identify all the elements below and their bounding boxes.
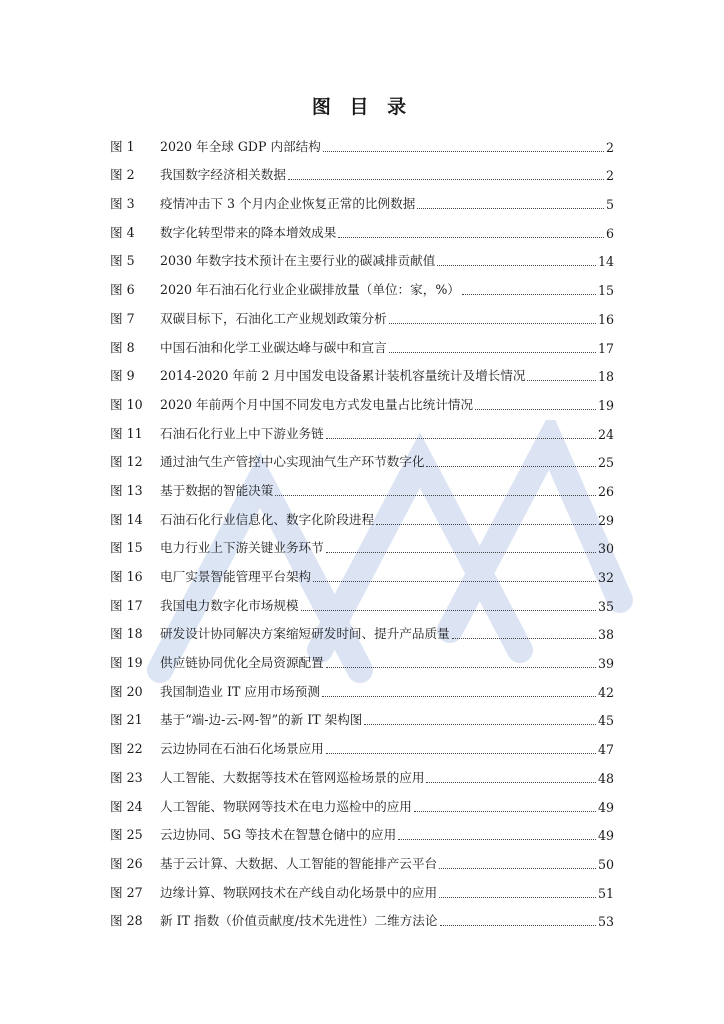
- toc-entry[interactable]: [110, 642, 614, 671]
- figure-title: 2020 年全球 GDP 内部结构: [160, 138, 321, 154]
- figure-number: 图 3: [110, 196, 135, 212]
- figure-number: 图 18: [110, 626, 143, 642]
- page-number: 6: [605, 225, 614, 241]
- toc-entry[interactable]: [110, 700, 614, 729]
- dot-leader: [275, 495, 596, 496]
- figure-title: 人工智能、物联网等技术在电力巡检中的应用: [160, 798, 412, 814]
- figure-number: 图 21: [110, 712, 143, 728]
- figure-title: 数字化转型带来的降本增效成果: [160, 224, 337, 240]
- toc-entry[interactable]: [110, 126, 614, 155]
- figure-number: 图 19: [110, 655, 143, 671]
- figure-number: 图 12: [110, 454, 143, 470]
- dot-leader: [452, 638, 596, 639]
- dot-leader: [313, 581, 596, 582]
- page-number: 49: [597, 828, 614, 844]
- figure-title: 研发设计协同解决方案缩短研发时间、提升产品质量: [160, 626, 450, 642]
- figure-number: 图 17: [110, 597, 143, 613]
- toc-entry[interactable]: [110, 614, 614, 643]
- figure-title: 疫情冲击下 3 个月内企业恢复正常的比例数据: [160, 196, 416, 212]
- toc-entry[interactable]: [110, 528, 614, 557]
- page-number: 38: [597, 627, 614, 643]
- figure-number: 图 11: [110, 425, 143, 441]
- toc-entry[interactable]: [110, 671, 614, 700]
- page-number: 32: [597, 570, 614, 585]
- figure-list: [110, 126, 614, 929]
- figure-title: 2020 年石油石化行业企业碳排放量（单位：家，%）: [160, 282, 460, 298]
- page-number: 14: [597, 254, 614, 270]
- figure-number: 图 24: [110, 798, 143, 814]
- toc-entry[interactable]: [110, 757, 614, 786]
- page-number: 35: [597, 598, 614, 614]
- figure-number: 图 14: [110, 511, 143, 527]
- dot-leader: [326, 753, 596, 754]
- toc-entry[interactable]: [110, 298, 614, 327]
- figure-title: 云边协同在石油石化场景应用: [160, 741, 324, 757]
- figure-title: 我国制造业 IT 应用市场预测: [160, 683, 320, 699]
- figure-number: 图 22: [110, 741, 143, 757]
- toc-entry[interactable]: [110, 183, 614, 212]
- figure-title: 基于数据的智能决策: [160, 482, 274, 498]
- figure-title: 2030 年数字技术预计在主要行业的碳减排贡献值: [160, 253, 436, 269]
- figure-number: 图 1: [110, 138, 135, 154]
- page-number: 18: [597, 369, 614, 385]
- page-number: 5: [605, 197, 614, 213]
- figure-title: 双碳目标下，石油化工产业规划政策分析: [160, 310, 387, 326]
- dot-leader: [426, 782, 596, 783]
- figure-title: 基于“端-边-云-网-智”的新 IT 架构图: [160, 712, 363, 728]
- figure-number: 图 5: [110, 253, 135, 269]
- figure-number: 图 8: [110, 339, 135, 355]
- toc-entry[interactable]: [110, 241, 614, 270]
- figure-number: 图 16: [110, 569, 143, 584]
- dot-leader: [364, 724, 596, 725]
- dot-leader: [417, 208, 604, 209]
- toc-entry[interactable]: [110, 155, 614, 184]
- page-number: 26: [597, 483, 614, 499]
- dot-leader: [475, 409, 596, 410]
- page-number: 2: [605, 139, 614, 155]
- page-number: 19: [597, 397, 614, 413]
- page-number: 42: [597, 684, 614, 700]
- figure-number: 图 25: [110, 827, 143, 843]
- dot-leader: [439, 897, 596, 898]
- toc-entry[interactable]: [110, 786, 614, 815]
- page-number: 50: [597, 856, 614, 872]
- figure-number: 图 20: [110, 683, 143, 699]
- toc-entry[interactable]: [110, 843, 614, 872]
- toc-entry[interactable]: [110, 556, 614, 585]
- page-number: 45: [597, 713, 614, 729]
- toc-entry[interactable]: [110, 384, 614, 413]
- figure-number: 图 15: [110, 540, 143, 556]
- figure-number: 图 2: [110, 167, 135, 183]
- page-number: 51: [597, 885, 614, 901]
- figure-number: 图 10: [110, 396, 143, 412]
- figure-number: 图 13: [110, 482, 143, 498]
- figure-title: 石油石化行业信息化、数字化阶段进程: [160, 511, 375, 527]
- toc-entry[interactable]: [110, 815, 614, 844]
- page-number: 2: [605, 168, 614, 184]
- toc-entry[interactable]: [110, 327, 614, 356]
- page-number: 16: [597, 311, 614, 327]
- figure-title: 我国电力数字化市场规模: [160, 597, 299, 613]
- dot-leader: [389, 323, 596, 324]
- page-number: 30: [597, 541, 614, 557]
- figure-number: 图 28: [110, 913, 143, 929]
- figure-title: 云边协同、5G 等技术在智慧仓储中的应用: [160, 827, 397, 843]
- figure-title: 中国石油和化学工业碳达峰与碳中和宣言: [160, 339, 387, 355]
- figure-number: 图 27: [110, 884, 143, 900]
- page-number: 39: [597, 656, 614, 672]
- toc-entry[interactable]: [110, 585, 614, 614]
- figure-title: 新 IT 指数（价值贡献度/技术先进性）二维方法论: [160, 913, 438, 929]
- page-number: 17: [597, 340, 614, 356]
- figure-title: 通过油气生产管控中心实现油气生产环节数字化: [160, 454, 425, 470]
- figure-title: 电厂实景智能管理平台架构: [160, 569, 312, 584]
- figure-title: 边缘计算、物联网技术在产线自动化场景中的应用: [160, 884, 438, 900]
- figure-title: 人工智能、大数据等技术在管网巡检场景的应用: [160, 769, 425, 785]
- dot-leader: [389, 352, 596, 353]
- dot-leader: [323, 151, 604, 152]
- figure-title: 2014-2020 年前 2 月中国发电设备累计装机容量统计及增长情况: [160, 368, 526, 384]
- figure-number: 图 26: [110, 855, 143, 871]
- toc-entry[interactable]: [110, 413, 614, 442]
- figure-number: 图 9: [110, 368, 135, 384]
- figure-title: 石油石化行业上中下游业务链: [160, 425, 324, 441]
- dot-leader: [301, 610, 596, 611]
- toc-entry[interactable]: [110, 872, 614, 901]
- figure-title: 2020 年前两个月中国不同发电方式发电量占比统计情况: [160, 396, 474, 412]
- dot-leader: [527, 380, 596, 381]
- page-number: 24: [597, 426, 614, 442]
- dot-leader: [326, 438, 596, 439]
- dot-leader: [376, 524, 596, 525]
- dot-leader: [398, 839, 596, 840]
- figure-title: 供应链协同优化全局资源配置: [160, 655, 324, 671]
- dot-leader: [326, 667, 596, 668]
- dot-leader: [414, 811, 596, 812]
- page-number: 15: [597, 283, 614, 299]
- dot-leader: [322, 696, 596, 697]
- dot-leader: [338, 237, 604, 238]
- dot-leader: [437, 265, 596, 266]
- figure-number: 图 6: [110, 282, 135, 298]
- toc-entry[interactable]: [110, 356, 614, 385]
- figure-title: 电力行业上下游关键业务环节: [160, 540, 324, 556]
- page-number: 53: [597, 914, 614, 930]
- page-number: 48: [597, 770, 614, 786]
- dot-leader: [440, 925, 596, 926]
- page-number: 25: [597, 455, 614, 471]
- dot-leader: [326, 552, 596, 553]
- figure-number: 图 23: [110, 769, 143, 785]
- toc-entry[interactable]: [110, 499, 614, 528]
- toc-entry[interactable]: [110, 442, 614, 471]
- toc-entry[interactable]: [110, 728, 614, 757]
- dot-leader: [288, 179, 604, 180]
- dot-leader: [462, 294, 596, 295]
- figure-title: 我国数字经济相关数据: [160, 167, 286, 183]
- dot-leader: [439, 868, 596, 869]
- toc-entry[interactable]: [110, 470, 614, 499]
- figure-number: 图 7: [110, 310, 135, 326]
- toc-entry[interactable]: [110, 901, 614, 930]
- figure-number: 图 4: [110, 224, 135, 240]
- toc-entry[interactable]: [110, 212, 614, 241]
- figure-title: 基于云计算、大数据、人工智能的智能排产云平台: [160, 855, 438, 871]
- dot-leader: [426, 466, 596, 467]
- page-number: 49: [597, 799, 614, 815]
- page-number: 29: [597, 512, 614, 528]
- toc-entry[interactable]: [110, 269, 614, 298]
- page-number: 47: [597, 742, 614, 758]
- page-title: 图 目 录: [311, 96, 413, 118]
